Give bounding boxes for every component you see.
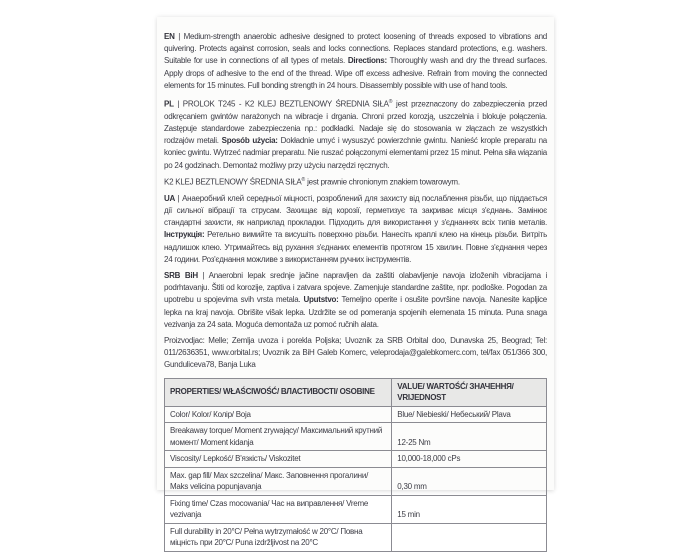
table-row-breakaway-torque xyxy=(165,423,547,451)
value-cell: Blue/ Niebieski/ Небеський/ Plava xyxy=(392,406,547,423)
text-segment: Dokładnie umyć i wysuszyć powierzchnie gwintu. Nanieść krople preparatu na koniec gwintu. Wytrzeć nadmiar preparatu. Nie ruszać połączonymi elementami przez 15 minut. Pełna siła wiązania po 24 godzinach. Demontaż możliwy przy użyciu narzędzi ręcznych. xyxy=(164,136,547,170)
property-cell: Viscosity/ Lepkość/ В'язкість/ Viskozitet xyxy=(165,451,392,468)
text-segment: Temeljno operite i osušite površine navoja. Nanesite kapljice lepka na kraj navoja. Obrišite višak lepka. Uzdržite se od pomeranja spojenih elemenata 15 minuta. Puna snaga vezivanja za 24 sata. Moguća demontaža uz pomoć ručnih alata. xyxy=(164,295,547,329)
bold-text-segment: Sposób użycia: xyxy=(221,136,278,146)
text-segment: K2 KLEJ BEZTLENOWY ŚREDNIA SIŁA xyxy=(164,177,302,187)
bold-text-segment: Інструкція: xyxy=(164,230,205,240)
table-row-full-durability xyxy=(165,523,547,551)
value-cell: 15 min xyxy=(392,495,547,523)
trademark-note xyxy=(164,174,547,189)
product-label xyxy=(157,17,554,548)
value-cell: 0,30 mm xyxy=(392,467,547,495)
text-segment: jest przeznaczony do zabezpieczenia przed odkręcaniem gwintów narażonych na wibracje i drgania. Chroni przed korozją, uszczelnia i blokuje połączenia. Zastępuje standardowe zabezpieczenia np.: podkładki. Nadaje się do stosowania w złączach ze wszystkich rodzajów metali. xyxy=(164,99,547,146)
properties-table xyxy=(164,378,547,552)
value-cell xyxy=(392,523,547,551)
text-segment: jest prawnie chronionym znakiem towarowym. xyxy=(305,177,460,187)
table-row-color xyxy=(165,406,547,423)
registered-trademark-symbol: ® xyxy=(301,176,306,183)
table-row-fixing-time xyxy=(165,495,547,523)
text-segment: Ретельно вимийте та висушіть поверхню різьби. Нанесіть краплі клею на кінець різьби. Витріть надлишок клею. Утримайтесь від рухання з'єднаних елементів протягом 15 хвилин. Повне з'єднання через 24 години. Роз'єднання можливе з використанням ручних інструментів. xyxy=(164,230,547,264)
table-row-max-gap-fill xyxy=(165,467,547,495)
value-cell: 12-25 Nm xyxy=(392,423,547,451)
registered-trademark-symbol: ® xyxy=(388,99,393,106)
bold-text-segment: Uputstvo: xyxy=(303,295,339,305)
bold-text-segment: EN xyxy=(164,32,175,41)
bold-text-segment: Directions: xyxy=(347,56,387,66)
table-header-value: VALUE/ WARTOŚĆ/ ЗНАЧЕННЯ/ VRIJEDNOST xyxy=(392,378,547,406)
property-cell: Color/ Kolor/ Колір/ Boja xyxy=(165,406,392,423)
text-segment: | Anaerobni lepak srednje jačine napravljen da zaštiti olabavljenje navoja izloženih vibracijama i podrhtavanju. Štiti od korozije, zaptiva i zatvara spojeve. Zamenjuje standardne zaštite, npr. podloške. Pogodan za upotrebu u spojevima svih vrsta metala. xyxy=(164,270,548,305)
text-segment: | Анаеробний клей середньої міцності, розроблений для захисту від послаблення різьби, що піддається дії сильної вібрації та струсам. Захищає від корозії, герметизує та закриває місця з'єднань. Замінює стандартні захисти, як наприклад прокладки. Підходить для використання у з'єднаннях всіх типів металів. xyxy=(164,193,547,228)
property-cell: Max. gap fill/ Max szczelina/ Макс. Заповнення прогалини/ Maks velicina popunjavanja xyxy=(165,467,392,495)
table-row-viscosity xyxy=(165,451,547,468)
table-header-row xyxy=(165,378,547,406)
bold-text-segment: UA xyxy=(164,193,176,203)
en-description-paragraph xyxy=(164,31,547,92)
srb-description-paragraph xyxy=(164,270,547,331)
bold-text-segment: PL xyxy=(164,99,174,109)
text-segment: Proizvodjac: Melle; Zemlja uvoza i porekla Poljska; Uvoznik za SRB Orbital doo, Dunavska 25, Beograd; Tel: 011/2636351, www.orbital.rs; Uvoznik za BiH Galeb Komerc, veleprodaja@galebkomerc.com, tel/fax 051/366 300, Gunduliceva78, Banja Luka xyxy=(164,335,547,370)
pl-description-paragraph xyxy=(164,96,547,172)
ua-description-paragraph xyxy=(164,193,547,266)
property-cell: Full durability in 20°C/ Pełna wytrzymałość w 20°C/ Повна міцність при 20°C/ Puna izdržljivost na 20°C xyxy=(165,523,392,551)
table-header-properties: PROPERTIES/ WŁAŚCIWOŚĆ/ ВЛАСТИВОСТІ/ OSOBINE xyxy=(165,378,392,406)
property-cell: Breakaway torque/ Moment zrywający/ Максимальний крутний момент/ Moment kidanja xyxy=(165,423,392,451)
value-cell: 10,000-18,000 cPs xyxy=(392,451,547,468)
distributor-info xyxy=(164,335,547,372)
text-segment: | PROLOK T245 - K2 KLEJ BEZTLENOWY ŚREDNIA SIŁA xyxy=(173,99,389,109)
property-cell: Fixing time/ Czas mocowania/ Час на виправлення/ Vreme vezivanja xyxy=(165,495,392,523)
text-segment: Thoroughly wash and dry the thread surfaces. Apply drops of adhesive to the end of the thread. Wipe off excess adhesive. Refrain from moving the connected elements for 15 minutes. Full bonding strength in 24 hours. Disassembly possible with use of hand tools. xyxy=(164,56,548,90)
text-segment: | Medium-strength anaerobic adhesive designed to protect loosening of threads exposed to vibrations and quivering. Protects against corrosion, seals and locks connections. Replaces standard protections, e.g. washers. Suitable for use in connections of all types of metals. xyxy=(164,32,547,66)
bold-text-segment: SRB BiH xyxy=(164,270,198,280)
